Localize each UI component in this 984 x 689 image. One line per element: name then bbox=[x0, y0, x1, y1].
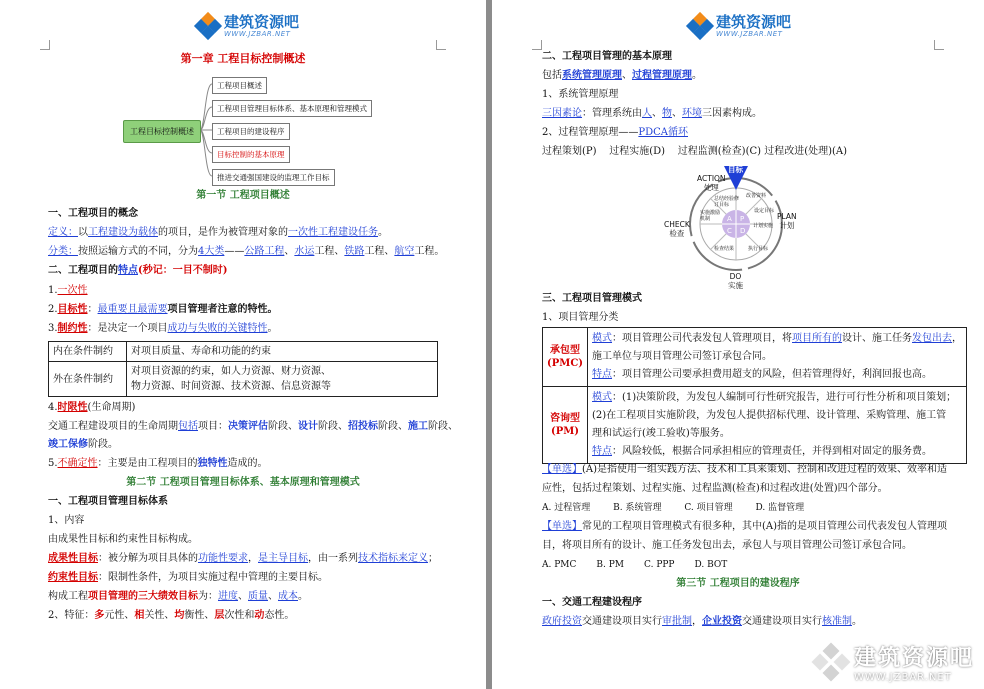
watermark-url: WWW.JZBAR.NET bbox=[853, 672, 952, 683]
brand-name: 建筑资源吧 bbox=[716, 13, 792, 31]
feature-2: 2.目标性：最重要且最需要项目管理者注意的特性。 bbox=[48, 304, 278, 315]
pm-cell: 模式：(1)决策阶段，为发包人编制可行性研究报告，进行可行性分析和项目策划； (2)在工程项目实施阶段，为发包人提供招标代理、设计管理、采购管理、施工管 理和试运行(竣工验收)等服务。 特点：风险较低，根据合同承担相应的管理责任，并得到相对固定的服务费。 bbox=[588, 387, 967, 464]
left-page bbox=[0, 0, 486, 689]
paragraph: 过程策划(P) 过程实施(D) 过程监测(检查)(C) 过程改进(处理)(A) bbox=[542, 146, 848, 157]
section-title: 第二节 工程项目管理目标体系、基本原理和管理模式 bbox=[126, 477, 360, 488]
pdca-step: 设定目标 bbox=[754, 208, 775, 214]
mindmap-node: 推进交通强国建设的监理工作目标 bbox=[212, 169, 335, 186]
corner-mark bbox=[934, 40, 944, 50]
paragraph: 包括系统管理原理、过程管理原理。 bbox=[542, 70, 702, 81]
paragraph: 约束性目标：限制性条件，为项目实施过程中管理的主要目标。 bbox=[48, 572, 328, 583]
pdca-d: D bbox=[740, 227, 746, 235]
lifecycle-line: 交通工程建设项目的生命周期包括项目：决策评估阶段、设计阶段、招投标阶段、施工阶段、 bbox=[48, 421, 458, 432]
pdca-target: 目标 bbox=[728, 165, 743, 174]
question-1-cont: 应性，包括过程策划、过程实施、过程监测(检查)和过程改进(处置)四个部分。 bbox=[542, 483, 888, 494]
brand-url: WWW.JZBAR.NET bbox=[716, 30, 783, 38]
pdca-a: A bbox=[727, 215, 732, 223]
paragraph: 构成工程项目管理的三大绩效目标为：进度、质量、成本。 bbox=[48, 591, 308, 602]
pdca-do: DO 实施 bbox=[728, 272, 743, 290]
paragraph: 成果性目标：被分解为项目具体的功能性要求，是主导目标，由一系列技术指标来定义； bbox=[48, 553, 438, 564]
pm-label: 咨询型 (PM) bbox=[543, 387, 588, 464]
question-1-options: A. 过程管理 B. 系统管理 C. 项目管理 D. 监督管理 bbox=[542, 503, 805, 513]
paragraph: 三因素论：管理系统由人、物、环境三因素构成。 bbox=[542, 108, 762, 119]
heading: 二、工程项目的特点(秒记：一目不制时) bbox=[48, 265, 228, 276]
question-2-cont: 目，将项目所有的设计、施工任务发包出去，承包人与项目管理公司签订承包合同。 bbox=[542, 540, 912, 551]
subheading: 1、内容 bbox=[48, 515, 85, 526]
mode-table bbox=[542, 327, 967, 464]
pdca-action: ACTION 处理 bbox=[697, 174, 726, 192]
watermark-diamond-icon bbox=[814, 645, 848, 679]
pdca-step: 改善资料 bbox=[746, 193, 767, 199]
heading: 一、工程项目的概念 bbox=[48, 208, 138, 219]
classification-line: 分类：按照运输方式的不同，分为4大类——公路工程、水运工程、铁路工程、航空工程。 bbox=[48, 246, 445, 257]
pdca-step: 计划实施 bbox=[753, 223, 774, 229]
pmc-cell: 模式：项目管理公司代表发包人管理项目，将项目所有的设计、施工任务发包出去， 施工单位与项目管理公司签订承包合同。 特点：项目管理公司要承担费用超支的风险，但若管理得好，利润回报也高。 bbox=[588, 328, 967, 387]
table-cell: 对项目资源的约束，如人力资源、财力资源、 物力资源、时间资源、技术资源、信息资源等 bbox=[127, 362, 438, 397]
lifecycle-line: 竣工保修阶段。 bbox=[48, 439, 118, 450]
pdca-step: 实施激励机制 bbox=[700, 210, 721, 222]
heading: 二、工程项目管理的基本原理 bbox=[542, 51, 672, 62]
watermark bbox=[814, 641, 974, 683]
table-cell: 外在条件制约 bbox=[49, 362, 127, 397]
mindmap-node: 目标控制的基本原理 bbox=[212, 146, 290, 163]
feature-4: 4.时限性(生命周期) bbox=[48, 402, 136, 413]
watermark-text: 建筑资源吧 bbox=[853, 646, 974, 671]
pdca-step: 总结经验修订目标 bbox=[714, 196, 740, 208]
feature-3: 3.制约性：是决定一个项目成功与失败的关键特性。 bbox=[48, 323, 278, 334]
corner-mark bbox=[532, 40, 542, 50]
pdca-c: C bbox=[727, 227, 732, 235]
brand-name: 建筑资源吧 bbox=[224, 13, 300, 31]
table-cell: 对项目质量、寿命和功能的约束 bbox=[127, 342, 438, 362]
mindmap-node: 工程项目概述 bbox=[212, 77, 267, 94]
pdca-step: 执行目标 bbox=[748, 246, 769, 252]
brand-url: WWW.JZBAR.NET bbox=[224, 30, 291, 38]
brand-logo bbox=[688, 14, 791, 38]
heading: 三、工程项目管理模式 bbox=[542, 293, 642, 304]
chapter-title: 第一章 工程目标控制概述 bbox=[180, 52, 306, 65]
pdca-plan: PLAN 计划 bbox=[777, 212, 797, 230]
pdca-step: 检查结果 bbox=[714, 246, 735, 252]
mindmap-node: 工程项目管理目标体系、基本原理和管理模式 bbox=[212, 100, 372, 117]
subheading: 1、系统管理原理 bbox=[542, 89, 619, 100]
heading: 一、工程项目管理目标体系 bbox=[48, 496, 168, 507]
heading: 一、交通工程建设程序 bbox=[542, 597, 642, 608]
table-cell: 内在条件制约 bbox=[49, 342, 127, 362]
pmc-label: 承包型 (PMC) bbox=[543, 328, 588, 387]
mindmap-center: 工程目标控制概述 bbox=[123, 120, 201, 143]
feature-1: 1.一次性 bbox=[48, 285, 88, 296]
mindmap-node: 工程项目的建设程序 bbox=[212, 123, 290, 140]
paragraph: 由成果性目标和约束性目标构成。 bbox=[48, 534, 198, 545]
question-2: 【单选】常见的工程项目管理模式有很多种，其中(A)指的是项目管理公司代表发包人管理项 bbox=[542, 521, 948, 532]
paragraph: 政府投资交通建设项目实行审批制，企业投资交通建设项目实行核准制。 bbox=[542, 616, 862, 627]
logo-diamond-icon bbox=[688, 14, 712, 38]
question-2-options: A. PMC B. PM C. PPP D. BOT bbox=[542, 560, 728, 570]
pdca-check: CHECK 检查 bbox=[664, 220, 690, 238]
pdca-p: P bbox=[740, 215, 745, 223]
constraint-table bbox=[48, 341, 438, 397]
question-1: 【单选】(A)是指使用一组实践方法、技术和工具来策划、控制和改进过程的效果、效率和适 bbox=[542, 464, 948, 475]
feature-5: 5.不确定性：主要是由工程项目的独特性造成的。 bbox=[48, 458, 268, 469]
right-page bbox=[492, 0, 984, 689]
section-title: 第一节 工程项目概述 bbox=[196, 190, 290, 201]
subheading: 1、项目管理分类 bbox=[542, 312, 619, 323]
subheading: 2、过程管理原理——PDCA循环 bbox=[542, 127, 688, 138]
section-title: 第三节 工程项目的建设程序 bbox=[676, 578, 800, 589]
paragraph: 2、特征：多元性、相关性、均衡性、层次性和动态性。 bbox=[48, 610, 295, 621]
definition-line: 定义：以工程建设为载体的项目，是作为被管理对象的一次性工程建设任务。 bbox=[48, 227, 388, 238]
